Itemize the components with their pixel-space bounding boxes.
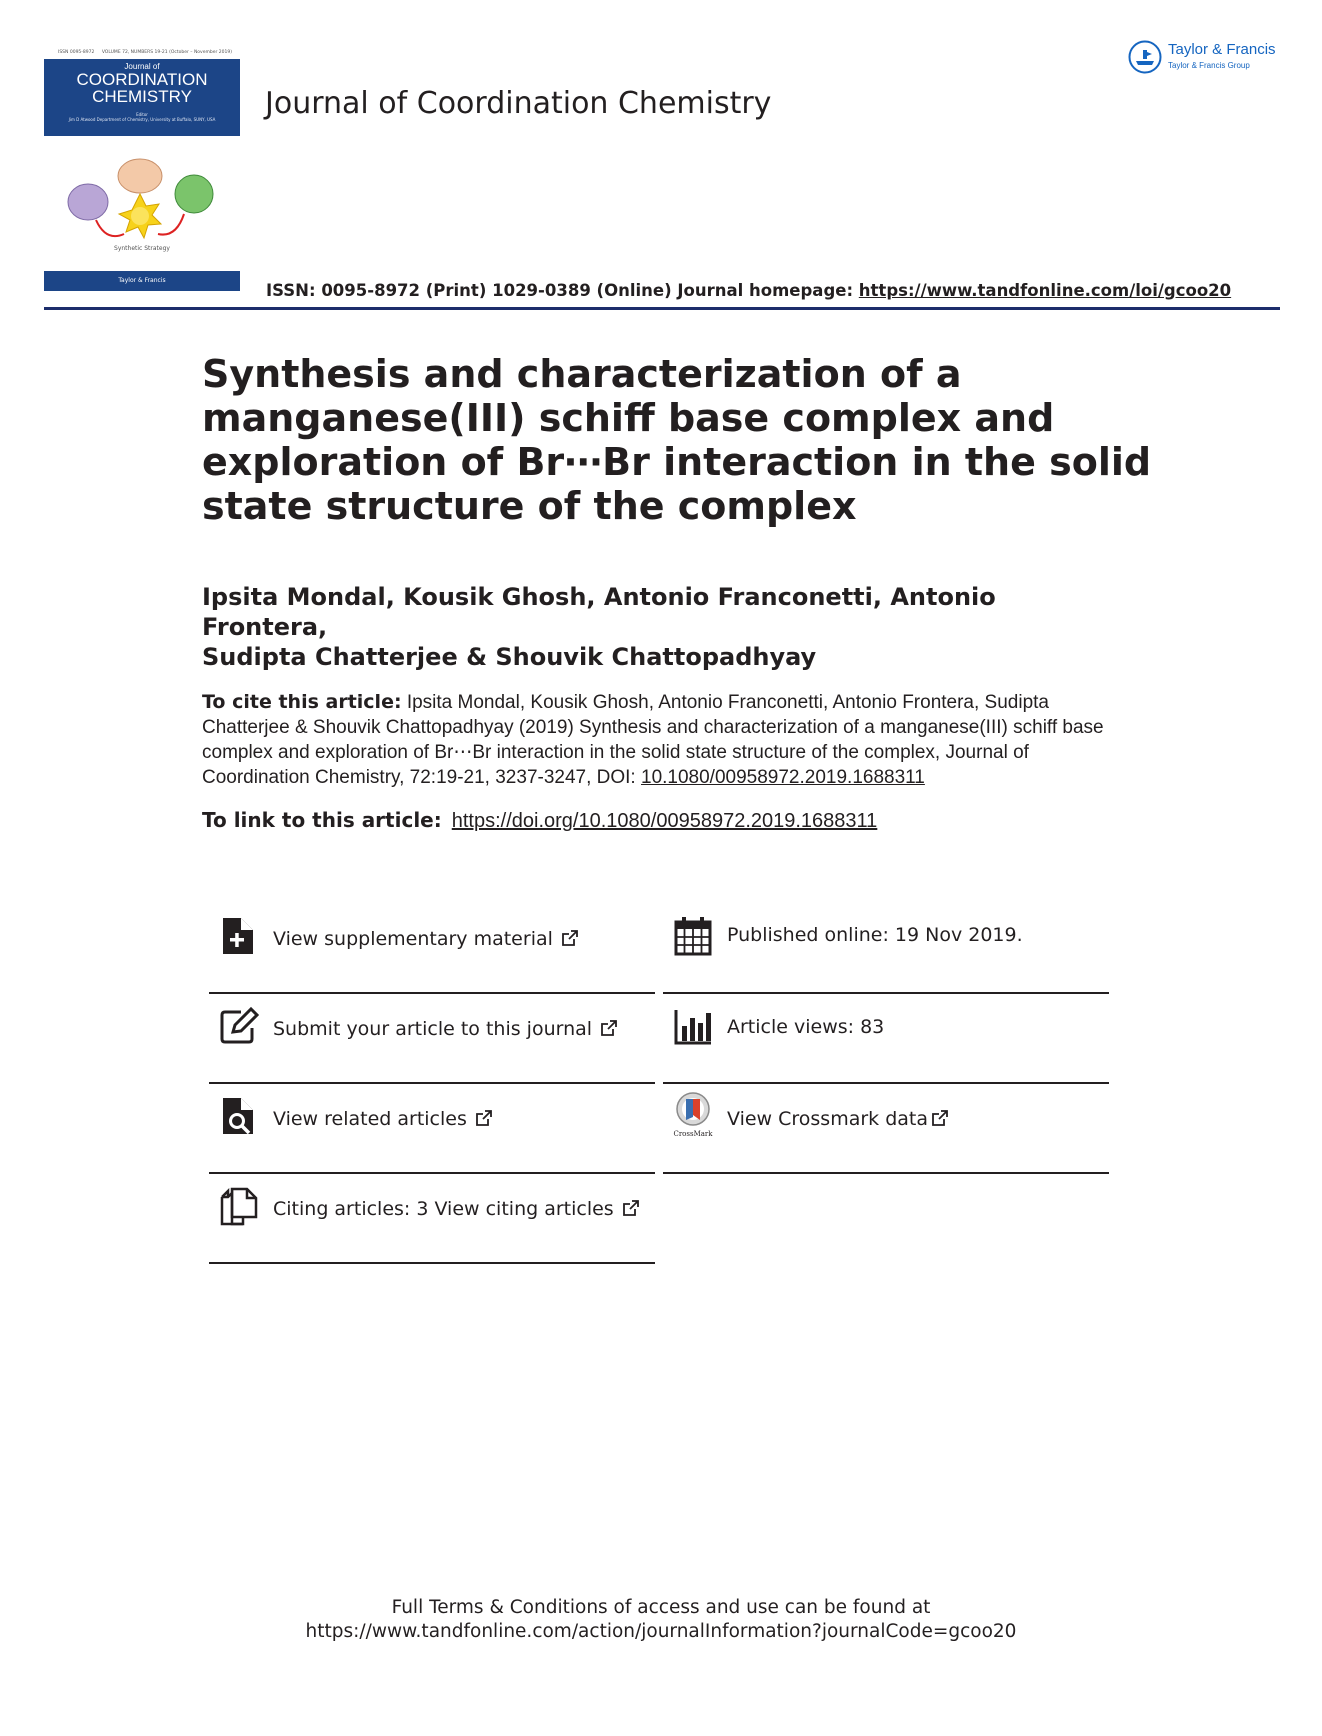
crossmark-label: View Crossmark data [727,1108,949,1130]
related-label: View related articles [273,1108,493,1130]
cover-journal-of: Journal of [124,62,160,71]
published-online-info [663,902,1109,994]
crossmark-action[interactable] [663,1082,1109,1174]
external-link-icon [600,1019,618,1037]
edit-icon [219,1006,259,1046]
journal-homepage-link[interactable]: https://www.tandfonline.com/loi/gcoo20 [858,281,1232,300]
journal-cover [44,50,240,294]
cite-doi-link[interactable]: 10.1080/00958972.2019.1688311 [641,767,925,788]
cover-title-line1: COORDINATION [76,70,208,89]
external-link-icon [475,1109,493,1127]
cite-label: To cite this article: [202,691,402,713]
crossmark-badge-text: CrossMark [673,1130,713,1138]
bar-chart-icon [673,1006,713,1046]
issn-text: ISSN: 0095-8972 (Print) 1029-0389 (Online) Journal homepage: [266,281,859,300]
article-doi-link[interactable]: https://doi.org/10.1080/00958972.2019.1688311 [451,810,878,832]
submit-label: Submit your article to this journal [273,1018,618,1040]
publisher-group: Taylor & Francis Group [1168,61,1250,70]
article-link [202,808,877,833]
crossmark-icon [673,1092,713,1138]
article-views-info [663,992,1109,1084]
cover-editor [44,110,240,136]
citing-label: Citing articles: 3 View citing articles [273,1198,640,1220]
cover-volume: VOLUME 72, NUMBERS 19-21 (October – November 2019) [101,50,232,55]
publisher-name: Taylor & Francis [1168,41,1276,58]
cover-editor-label: Editor [136,112,148,117]
published-online-text: Published online: 19 Nov 2019. [727,924,1023,946]
link-label: To link to this article: [202,808,442,832]
external-link-icon [622,1199,640,1217]
submit-article-action[interactable] [209,992,655,1084]
authors-line2: Sudipta Chatterjee & Shouvik Chattopadhyay [202,643,817,671]
sun-icon [119,194,161,238]
related-articles-action[interactable] [209,1082,655,1174]
document-search-icon [219,1096,259,1136]
header-divider [44,307,1280,310]
journal-title[interactable]: Journal of Coordination Chemistry [265,86,772,121]
cover-publisher: Taylor & Francis [44,271,240,291]
article-title: Synthesis and characterization of a manganese(III) schiff base complex and exploration of Br⋯Br interaction in the solid state structure of the complex [202,352,1152,528]
publisher-logo[interactable] [1128,40,1278,74]
terms-footer [0,1596,1322,1644]
authors-line1: Ipsita Mondal, Kousik Ghosh, Antonio Franconetti, Antonio Frontera, [202,583,996,641]
cover-title-band [44,59,240,110]
supplementary-label: View supplementary material [273,928,579,950]
calendar-icon [673,916,713,956]
cover-meta [58,50,238,55]
cite-text: Ipsita Mondal, Kousik Ghosh, Antonio Franconetti, Antonio Frontera, Sudipta Chatterjee & Shouvik Chattopadhyay (2019) Synthesis and characterization of a manganese(III) schiff base complex and exploration of Br⋯Br interaction in the solid state structure of the complex, Journal of Coordination Chemistry, 72:19-21, 3237-3247, DOI: [202,692,1104,788]
taylor-francis-logo-icon [1128,40,1162,74]
cover-art-caption: Synthetic Strategy [114,245,170,252]
cover-title-line2: CHEMISTRY [92,87,192,106]
supplementary-material-action[interactable] [209,902,655,994]
footer-line1: Full Terms & Conditions of access and use can be found at [391,1597,931,1618]
external-link-icon [931,1109,949,1127]
cover-issn: ISSN 0095-8972 [58,50,95,55]
copy-documents-icon [219,1186,259,1226]
cover-artwork [66,154,216,254]
cover-editor-text: Jim D Atwood Department of Chemistry, University at Buffalo, SUNY, USA [68,117,216,122]
footer-terms-link[interactable]: https://www.tandfonline.com/action/journalInformation?journalCode=gcoo20 [305,1621,1017,1642]
citation [202,690,1132,790]
document-plus-icon [219,916,259,956]
article-views-text: Article views: 83 [727,1016,885,1038]
authors [202,582,1102,672]
external-link-icon [561,929,579,947]
issn-line [266,281,1231,300]
citing-articles-action[interactable] [209,1172,655,1264]
